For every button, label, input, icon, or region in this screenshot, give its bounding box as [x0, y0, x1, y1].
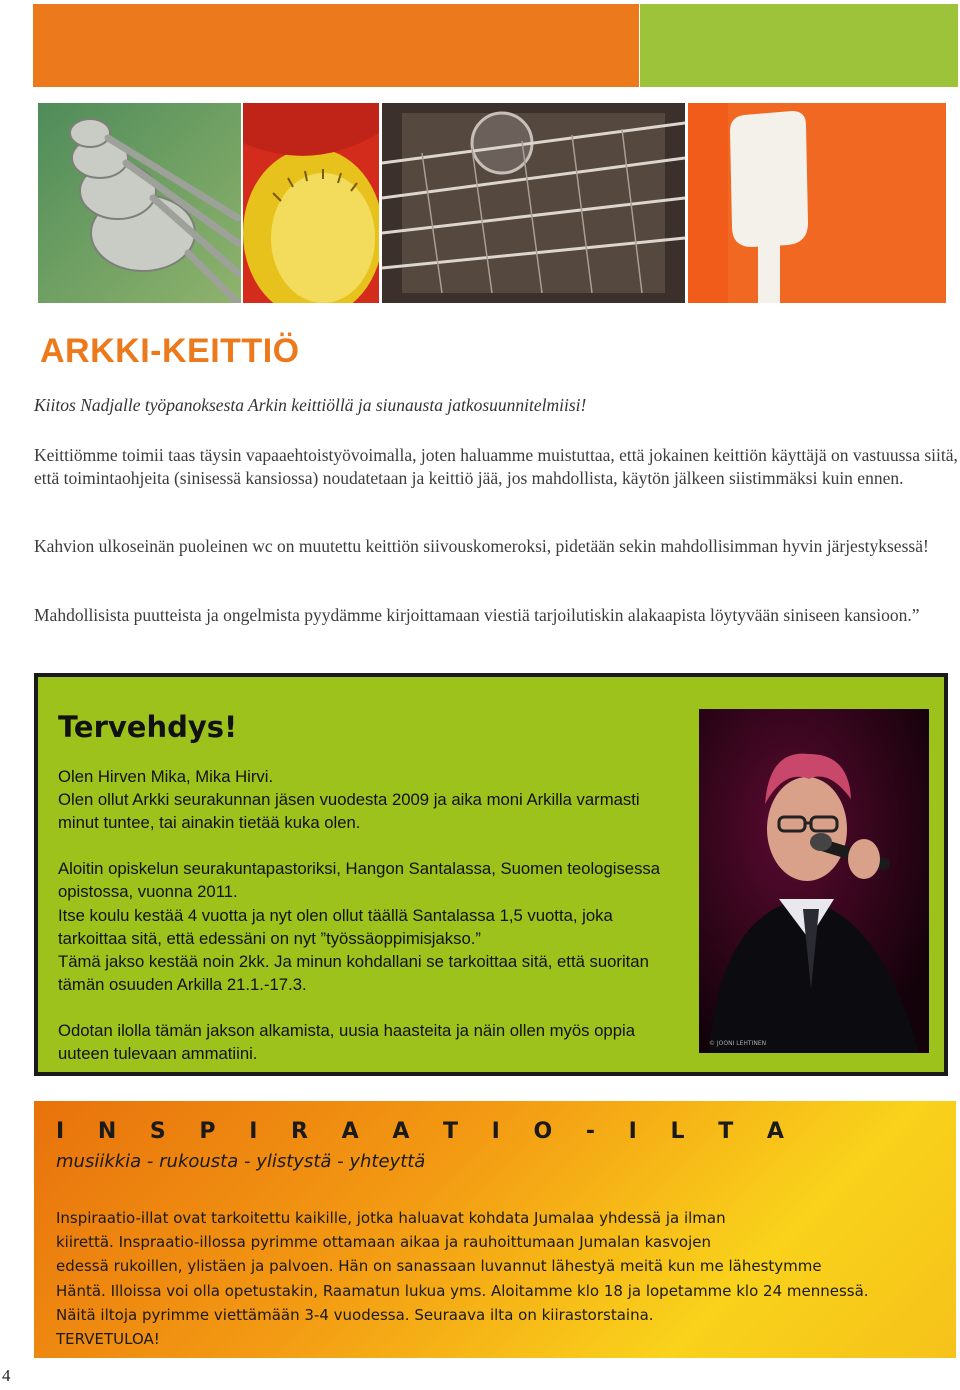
inspiration-box [34, 1101, 956, 1358]
greeting-title: Tervehdys! [58, 710, 238, 744]
thanks-line: Kiitos Nadjalle työpanoksesta Arkin keittiöllä ja siunausta jatkosuunnitelmiisi! [34, 395, 587, 415]
paragraph-3: Mahdollisista puutteista ja ongelmista pyydämme kirjoittamaan viestiä tarjoilutiskin alakaapista löytyvään siniseen kansioon.” [34, 605, 920, 625]
spatula-photo [688, 103, 946, 303]
greeting-line-1: Olen Hirven Mika, Mika Hirvi. [58, 767, 274, 786]
paragraph-1: Keittiömme toimii taas täysin vapaaehtoistyövoimalla, joten haluamme muistuttaa, että jokainen keittiön käyttäjä on vastuussa siitä, että toimintaohjeita (sinisessä kansiossa) noudatetaan ja keittiö jää, jos mahdollista, käytön jälkeen siistimmäksi kuin ennen. [34, 445, 958, 488]
singer-portrait-photo [699, 709, 929, 1053]
inspiration-line-5: Näitä iltoja pyrimme viettämään 3-4 vuodessa. Seuraava ilta on kiirastorstaina. [56, 1305, 654, 1324]
greeting-line-6: Odotan ilolla tämän jakson alkamista, uusia haasteita ja näin ollen myös oppia uuteen tulevaan ammatiini. [58, 1021, 635, 1063]
measuring-spoons-photo [38, 103, 241, 303]
inspiration-line-3: edessä rukoillen, ylistäen ja palvoen. Hän on sanassaan luvannut lähestyä meitä kun me lähestymme [56, 1257, 822, 1276]
kitchen-timer-photo [243, 103, 379, 303]
greeting-line-5: Tämä jakso kestää noin 2kk. Ja minun kohdallani se tarkoittaa sitä, että suoritan tämän osuuden Arkilla 21.1.-17.3. [58, 952, 649, 994]
paragraph-2: Kahvion ulkoseinän puoleinen wc on muutettu keittiön siivouskomeroksi, pidetään sekin mahdollisimman hyvin järjestyksessä! [34, 536, 929, 556]
inspiration-line-6: TERVETULOA! [56, 1330, 160, 1349]
greeting-line-3: Aloitin opiskelun seurakuntapastoriksi, Hangon Santalassa, Suomen teologisessa opistossa, vuonna 2011. [58, 859, 661, 901]
inspiration-line-4: Häntä. Illoissa voi olla opetustakin, Raamatun lukua yms. Aloitamme klo 18 ja lopetamme klo 24 mennessä. [56, 1281, 869, 1300]
header-bar-orange [33, 4, 639, 87]
greeting-box [34, 673, 948, 1076]
inspiration-body [56, 1206, 946, 1351]
inspiration-line-2: kiirettä. Inspraatio-illossa pyrimme ottamaan aikaa ja rauhoittumaan Jumalan kasvojen [56, 1233, 712, 1252]
header-bar-green [640, 4, 958, 87]
oven-interior-photo [382, 103, 685, 303]
greeting-line-4: Itse koulu kestää 4 vuotta ja nyt olen ollut täällä Santalassa 1,5 vuotta, joka tarkoittaa sitä, että edessäni on nyt ”työssäoppimisjakso.” [58, 906, 613, 948]
inspiration-subheading: musiikkia - rukousta - ylistystä - yhteyttä [56, 1151, 426, 1172]
article-title: ARKKI-KEITTIÖ [40, 332, 300, 370]
greeting-line-2: Olen ollut Arkki seurakunnan jäsen vuodesta 2009 ja aika moni Arkilla varmasti minut tuntee, tai ainakin tietää kuka olen. [58, 790, 640, 832]
inspiration-line-1: Inspiraatio-illat ovat tarkoitettu kaikille, jotka haluavat kohdata Jumalaa yhdessä ja ilman [56, 1209, 726, 1227]
photo-credit: © JOONI LEHTINEN [709, 1040, 767, 1047]
page-number: 4 [2, 1366, 11, 1385]
inspiration-heading: I N S P I R A A T I O - I L T A [56, 1119, 797, 1144]
